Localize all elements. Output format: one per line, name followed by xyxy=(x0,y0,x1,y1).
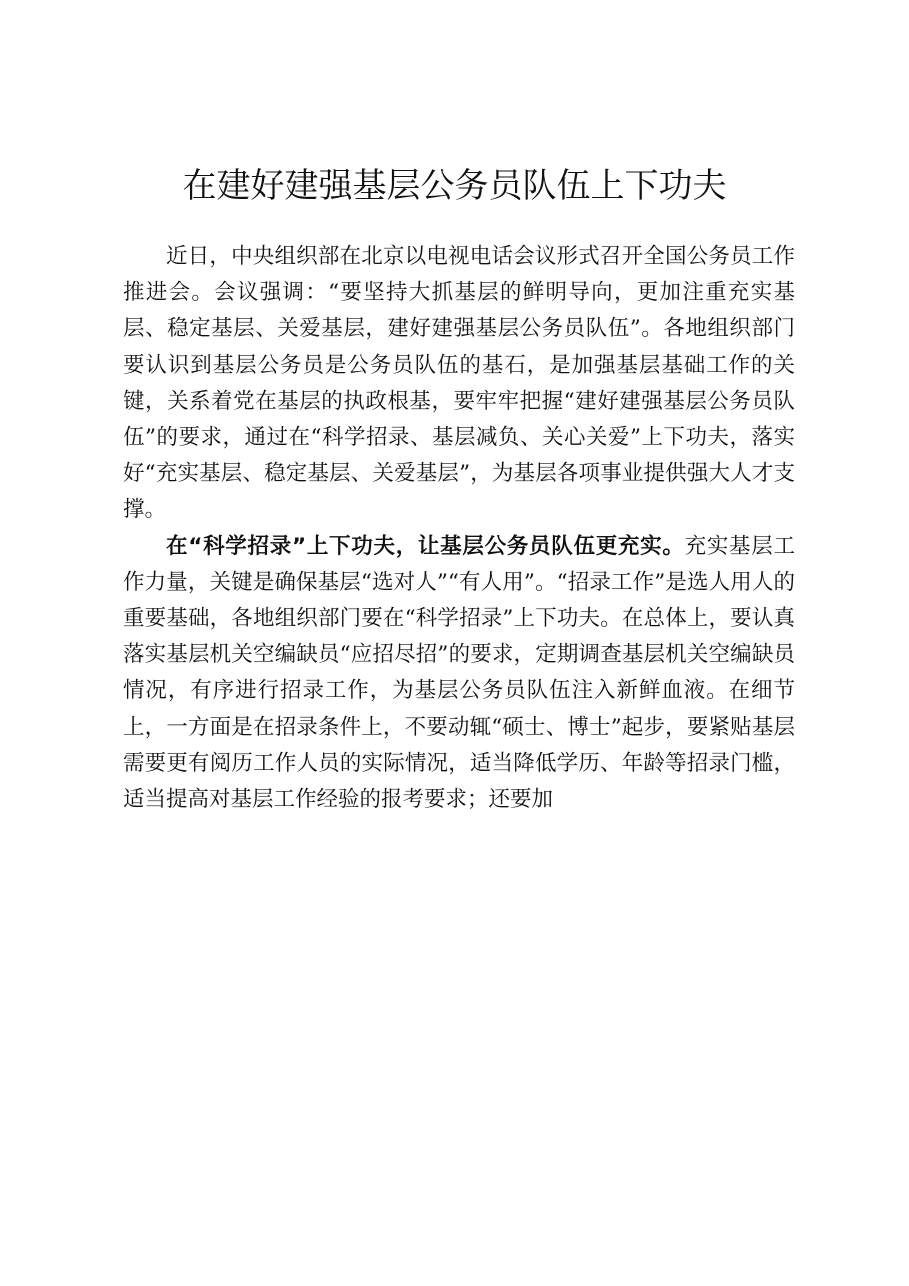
document-body xyxy=(123,239,795,818)
paragraph-2-text: 充实基层工作力量，关键是确保基层“选对人”“有人用”。“招录工作”是选人用人的重要基础，各地组织部门要在“科学招录”上下功夫。在总体上，要认真落实基层机关空编缺员“应招尽招”的要求，定期调查基层机关空编缺员情况，有序进行招录工作，为基层公务员队伍注入新鲜血液。在细节上，一方面是在招录条件上，不要动辄“硕士、博士”起步，要紧贴基层需要更有阅历工作人员的实际情况，适当降低学历、年龄等招录门槛，适当提高对基层工作经验的报考要求；还要加 xyxy=(123,533,795,813)
paragraph-1 xyxy=(123,239,795,529)
paragraph-1-text: 近日，中央组织部在北京以电视电话会议形式召开全国公务员工作推进会。会议强调：“要坚持大抓基层的鲜明导向，更加注重充实基层、稳定基层、关爱基层，建好建强基层公务员队伍”。各地组织部门要认识到基层公务员是公务员队伍的基石，是加强基层基础工作的关键，关系着党在基层的执政根基，要牢牢把握“建好建强基层公务员队伍”的要求，通过在“科学招录、基层减负、关心关爱”上下功夫，落实好“充实基层、稳定基层、关爱基层”，为基层各项事业提供强大人才支撑。 xyxy=(123,244,795,523)
document-title: 在建好建强基层公务员队伍上下功夫 xyxy=(182,166,727,206)
paragraph-2 xyxy=(123,529,795,819)
paragraph-2-lead: 在“科学招录”上下功夫，让基层公务员队伍更充实。 xyxy=(166,533,685,559)
